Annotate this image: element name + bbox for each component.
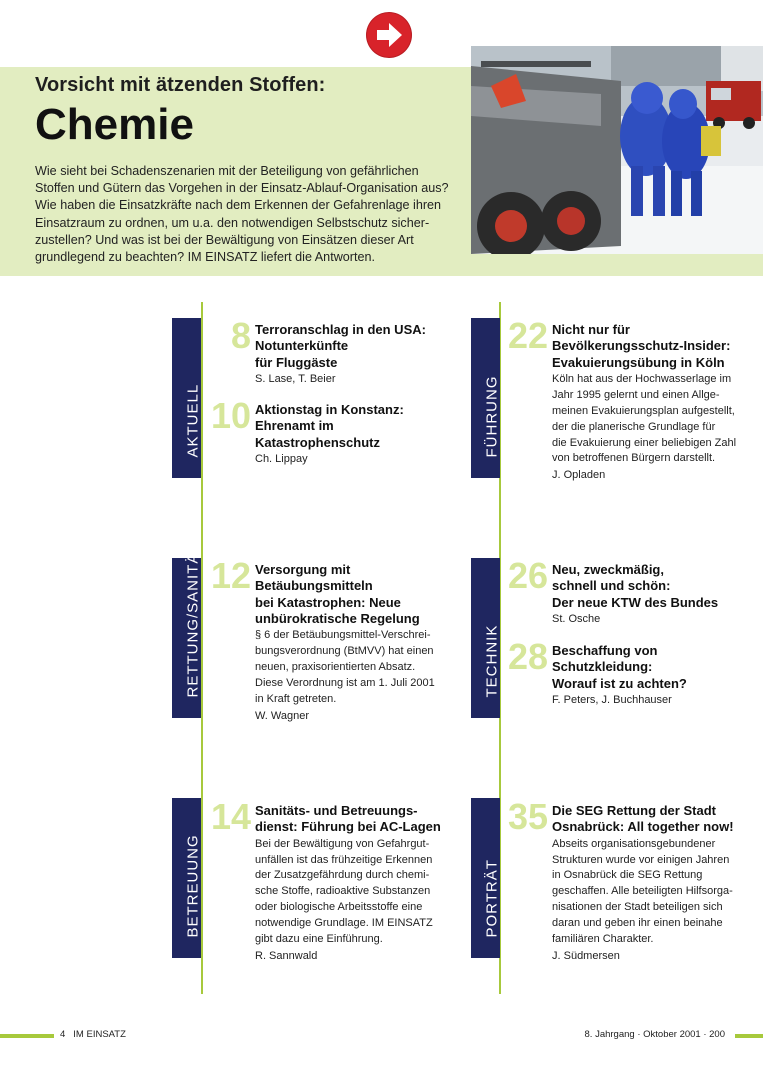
page-number: 12 [210,555,251,596]
footer-accent-bar [0,1034,54,1038]
section-label: RETTUNG/SANITÄT [184,542,201,698]
intro-paragraph: Wie sieht bei Schadenszenarien mit der Beteiligung von gefährlichen Stoffen und Gütern das Vorgehen in der Einsatz-Ablauf-Organisation aus? Wie haben die Einsatzkräfte nach dem Erkennen der Gefahrenlage ihren Einsatzraum zu ordnen, um u.a. den notwendigen Selbstschutz sicherzustellen? Und was ist bei der Bewältigung von Einsätzen dieser Art grundlegend zu beachten? IM EINSATZ liefert die Antworten. [35,164,449,265]
article-summary: Bei der Bewältigung von Gefahrgut- unfällen ist das frühzeitige Erkennen der Zusatzgefährdung durch chemi- sche Stoffe, radioaktive Substanzen oder biologische Arbeitsstoffe eine notwendige Grundlage. IM EINSATZ gibt dazu eine Einführung. [255,837,433,946]
section-tab-aktuell[interactable] [172,318,201,478]
article-page-35[interactable] [507,796,752,965]
article-author: J. Südmersen [552,949,620,962]
article-headline: Aktionstag in Konstanz: Ehrenamt im Katastrophenschutz [255,402,404,450]
article-summary: Köln hat aus der Hochwasserlage im Jahr 1995 gelernt und einen Allge- meinen Evakuierungsplan aufgestellt, der die planerische Grundlage für die Evakuierung einer beliebigen Zahl von betroffenen Bürgern darstellt. [552,372,737,465]
article-author: R. Sannwald [255,949,318,962]
article-headline: Die SEG Rettung der Stadt Osnabrück: All together now! [552,803,734,835]
article-headline: Terroranschlag in den USA: Notunterkünfte für Fluggäste [255,322,426,370]
page-number: 35 [507,796,548,837]
article-author: F. Peters, J. Buchhauser [552,693,672,706]
section-tab-rettung[interactable] [172,542,201,718]
page-number: 22 [507,315,548,356]
section-label: TECHNIK [483,624,500,698]
article-headline: Beschaffung von Schutzkleidung: Worauf ist zu achten? [552,643,687,691]
article-headline: Versorgung mit Betäubungsmitteln bei Katastrophen: Neue unbürokratische Regelung [255,562,420,626]
page-number: 8 [230,315,251,356]
page-number: 10 [210,395,251,436]
page-number: 28 [507,636,548,677]
footer-magazine-name: IM EINSATZ [73,1029,126,1040]
article-headline: Sanitäts- und Betreuungs- dienst: Führung bei AC-Lagen [255,803,441,835]
section-tab-portraet[interactable] [471,798,500,958]
article-headline: Neu, zweckmäßig, schnell und schön: Der neue KTW des Bundes [552,562,719,610]
footer-accent-bar-right [735,1034,763,1038]
section-label: AKTUELL [184,383,201,458]
article-page-22[interactable] [507,315,752,484]
article-author: J. Opladen [552,469,606,482]
article-author: Ch. Lippay [255,452,308,465]
article-page-8[interactable] [230,315,455,388]
article-author: W. Wagner [255,709,309,722]
article-page-12[interactable] [210,555,455,725]
section-tab-fuehrung[interactable] [471,318,500,478]
section-label: PORTRÄT [483,859,500,938]
article-page-26[interactable] [507,555,752,628]
section-label: FÜHRUNG [483,375,500,458]
arrow-right-icon [367,13,411,57]
section-label: BETREUUNG [184,834,201,938]
next-arrow-button[interactable] [367,13,411,57]
hazmat-photo [471,46,763,254]
footer-page-number: 4 [60,1029,66,1040]
footer-issue-info: 8. Jahrgang · Oktober 2001 · 200 [584,1029,725,1040]
article-headline: Nicht nur für Bevölkerungsschutz-Insider: Evakuierungsübung in Köln [552,322,731,370]
article-summary: Abseits organisationsgebundener Strukturen wurde vor einigen Jahren in Osnabrück die SEG Rettung geschaffen. Alle beteiligten Hilfsorga- nisationen der Stadt beteiligen sich daran und geben ihr einen beinahe familiären Charakter. [552,837,733,946]
article-page-14[interactable] [210,796,465,965]
article-author: S. Lase, T. Beier [255,372,336,385]
page-number: 14 [210,796,251,837]
section-tab-technik[interactable] [471,558,500,718]
section-tab-betreuung[interactable] [172,798,201,958]
footer-left [60,1029,126,1040]
header-kicker: Vorsicht mit ätzenden Stoffen: [35,74,326,96]
page-number: 26 [507,555,548,596]
page-title: Chemie [35,100,194,149]
article-author: St. Osche [552,612,601,625]
article-summary: § 6 der Betäubungsmittel-Verschrei- bungsverordnung (BtMVV) hat einen neuen, praxisorientierten Absatz. Diese Verordnung ist am 1. Juli 2001 in Kraft getreten. [255,629,435,705]
article-page-28[interactable] [507,636,752,709]
article-page-10[interactable] [210,395,455,468]
